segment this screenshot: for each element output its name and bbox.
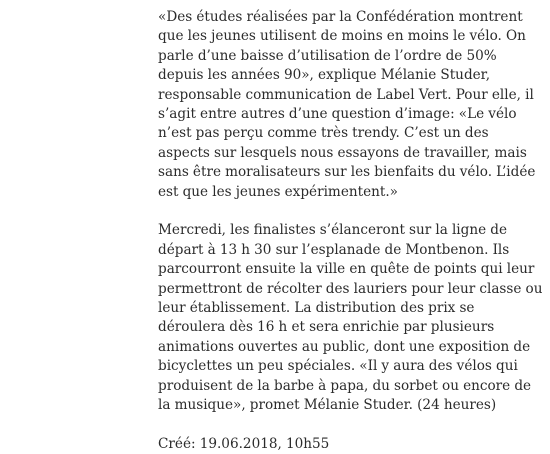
article-paragraph: «Des études réalisées par la Confédération montrent que les jeunes utilisent de moins en moins le vélo. On parle d’une baisse d’utilisation de l’ordre de 50% depuis les années 90», explique Mélanie Studer, responsable communication de Label Vert. Pour elle, il s’agit entre autres d’une question d’image: «Le vélo n’est pas perçu comme très trendy. C’est un des aspects sur lesquels nous essayons de travailler, mais sans être moralisateurs sur les bienfaits du vélo. L’idée est que les jeunes expérimentent.» [158,9,536,200]
created-timestamp: Créé: 19.06.2018, 10h55 [158,435,330,452]
article-paragraph: Mercredi, les finalistes s’élanceront sur la ligne de départ à 13 h 30 sur l’esplanade de Montbenon. Ils parcourront ensuite la ville en quête de points qui leur permettront de récolter des lauriers pour leur classe ou leur établissement. La distribution des prix se déroulera dès 16 h et sera enrichie par plusieurs animations ouvertes au public, dont une exposition de bicyclettes un peu spéciales. «Il y aura des vélos qui produisent de la barbe à papa, du sorbet ou encore de la musique», promet Mélanie Studer. (24 heures) [158,222,543,414]
article-body [158,8,544,454]
